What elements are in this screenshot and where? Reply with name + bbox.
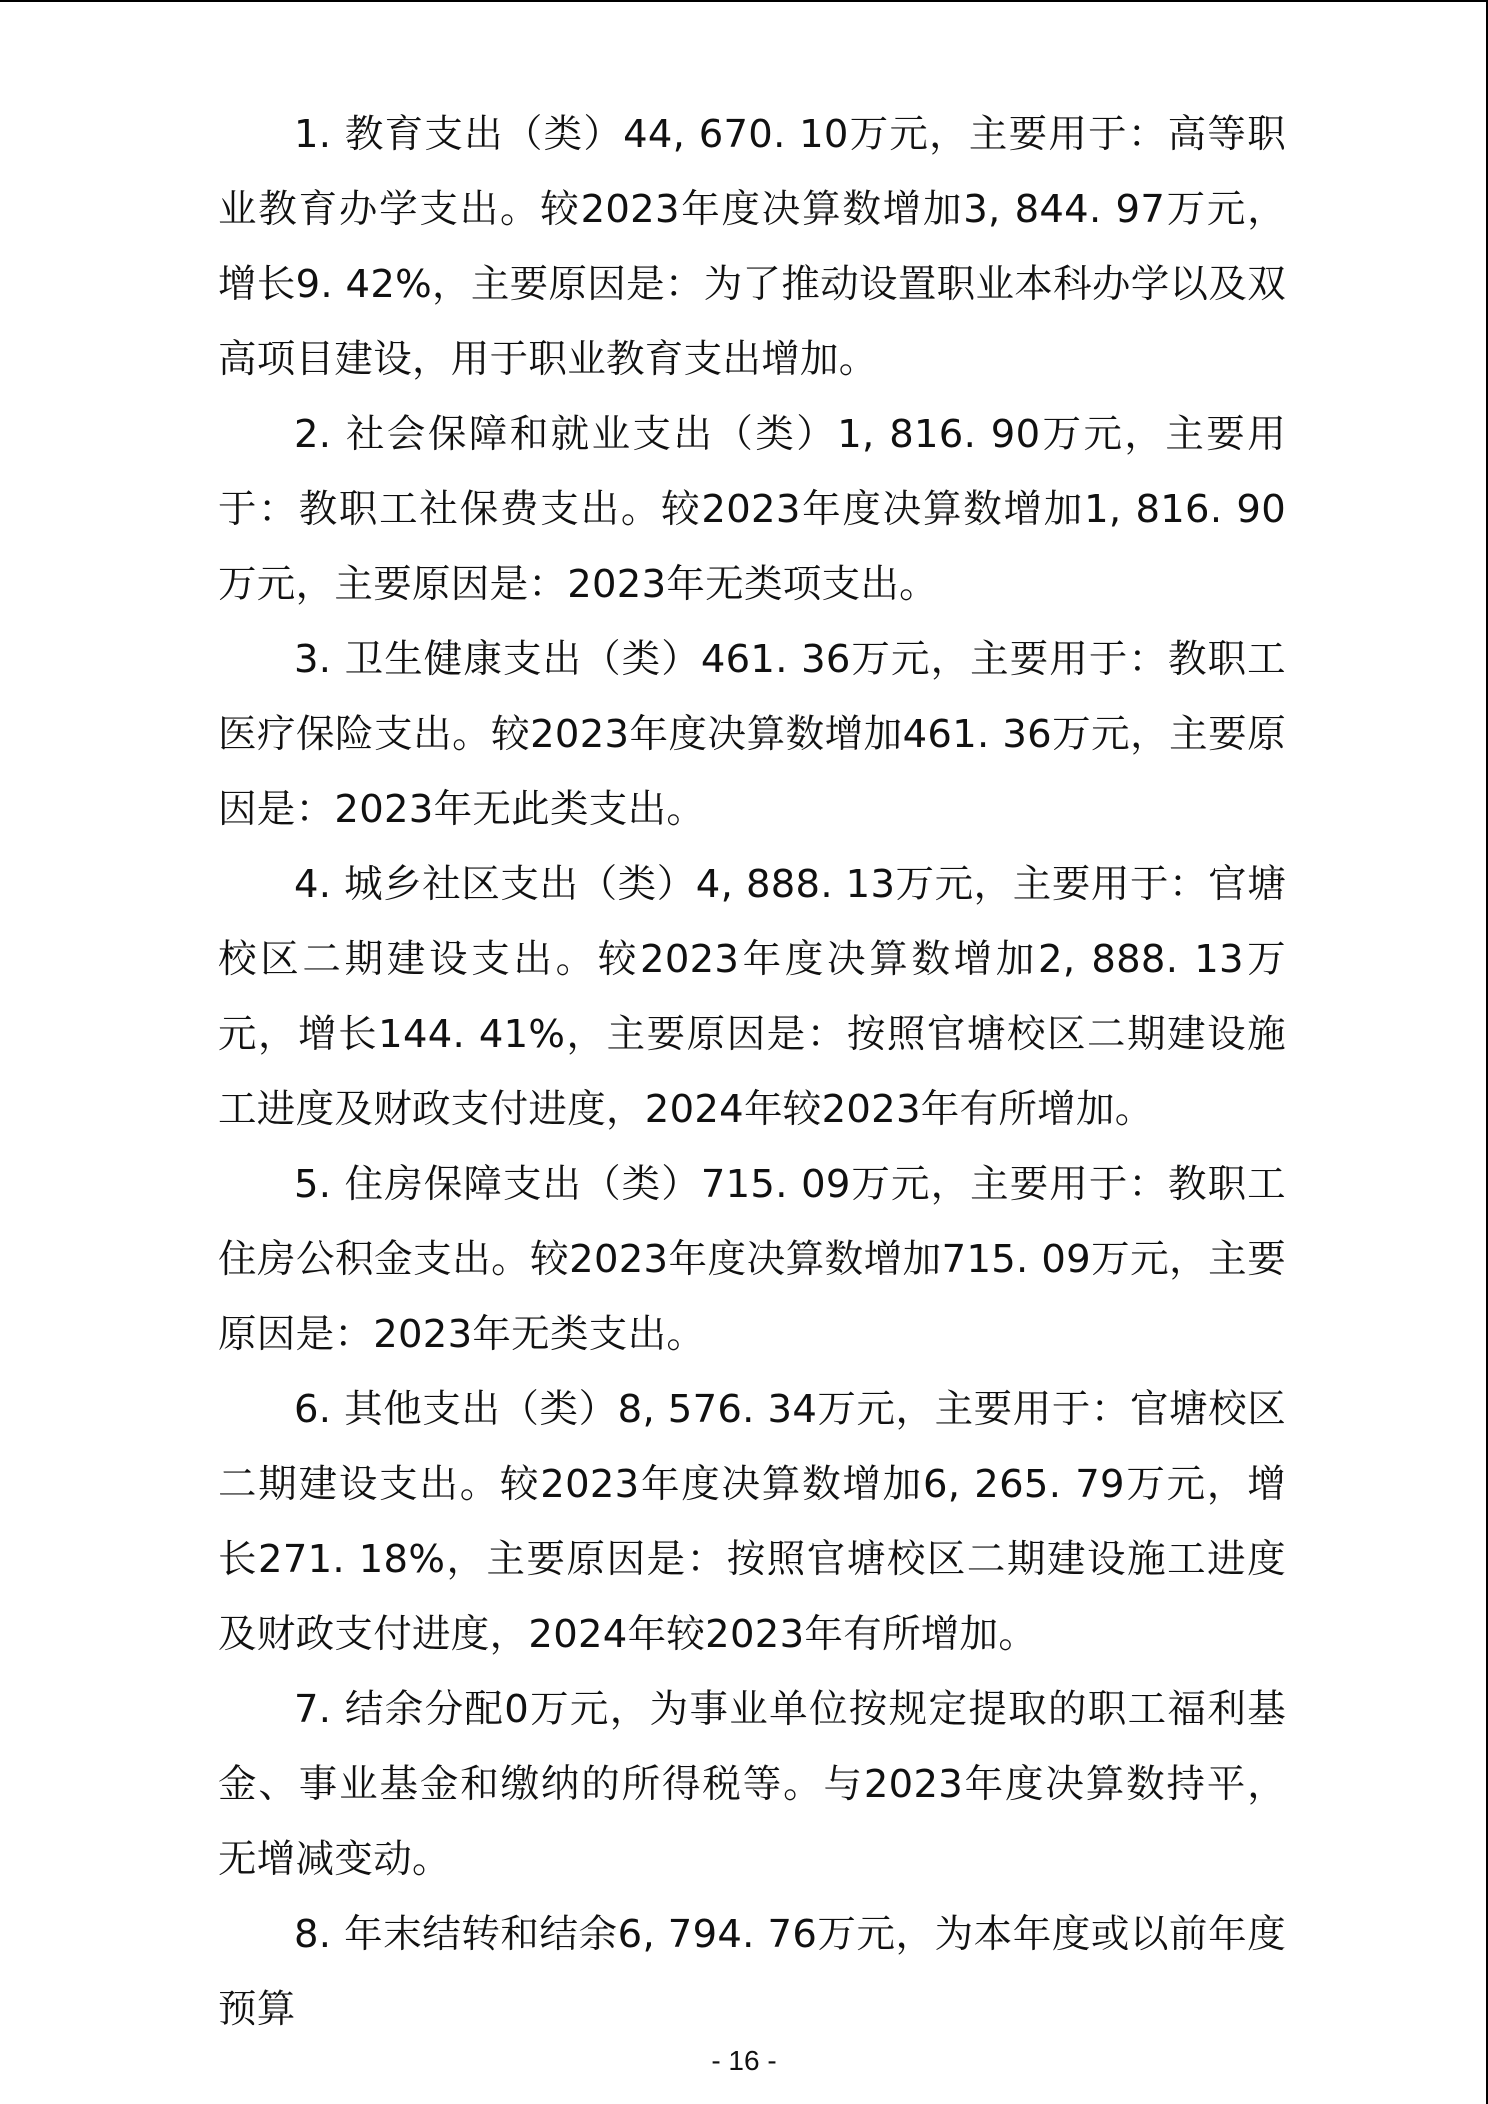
paragraph-other-expenditure: 6. 其他支出（类）8, 576. 34万元，主要用于：官塘校区二期建设支出。较2023年度决算数增加6, 265. 79万元，增长271. 18%，主要原因是：按照官塘校区二期建设施工进度及财政支付进度，2024年较2023年有所增加。 (218, 1387, 1286, 1657)
paragraph-health-expenditure: 3. 卫生健康支出（类）461. 36万元，主要用于：教职工医疗保险支出。较2023年度决算数增加461. 36万元，主要原因是：2023年无此类支出。 (218, 637, 1286, 832)
page-top-border (0, 0, 1488, 2)
paragraph-housing-expenditure: 5. 住房保障支出（类）715. 09万元，主要用于：教职工住房公积金支出。较2023年度决算数增加715. 09万元，主要原因是：2023年无类支出。 (218, 1162, 1286, 1357)
paragraph-surplus-distribution: 7. 结余分配0万元，为事业单位按规定提取的职工福利基金、事业基金和缴纳的所得税等。与2023年度决算数持平，无增减变动。 (218, 1687, 1286, 1882)
paragraph-year-end-carryover: 8. 年末结转和结余6, 794. 76万元，为本年度或以前年度预算 (218, 1912, 1286, 2032)
paragraph-social-security-expenditure: 2. 社会保障和就业支出（类）1, 816. 90万元，主要用于：教职工社保费支出。较2023年度决算数增加1, 816. 90万元，主要原因是：2023年无类项支出。 (218, 412, 1286, 607)
paragraph-urban-rural-expenditure: 4. 城乡社区支出（类）4, 888. 13万元，主要用于：官塘校区二期建设支出。较2023年度决算数增加2, 888. 13万元，增长144. 41%，主要原因是：按照官塘校区二期建设施工进度及财政支付进度，2024年较2023年有所增加。 (218, 862, 1286, 1132)
document-body (218, 97, 1286, 2047)
page-number: - 16 - (711, 2045, 777, 2076)
paragraph-education-expenditure: 1. 教育支出（类）44, 670. 10万元，主要用于：高等职业教育办学支出。较2023年度决算数增加3, 844. 97万元，增长9. 42%，主要原因是：为了推动设置职业本科办学以及双高项目建设，用于职业教育支出增加。 (218, 112, 1286, 382)
